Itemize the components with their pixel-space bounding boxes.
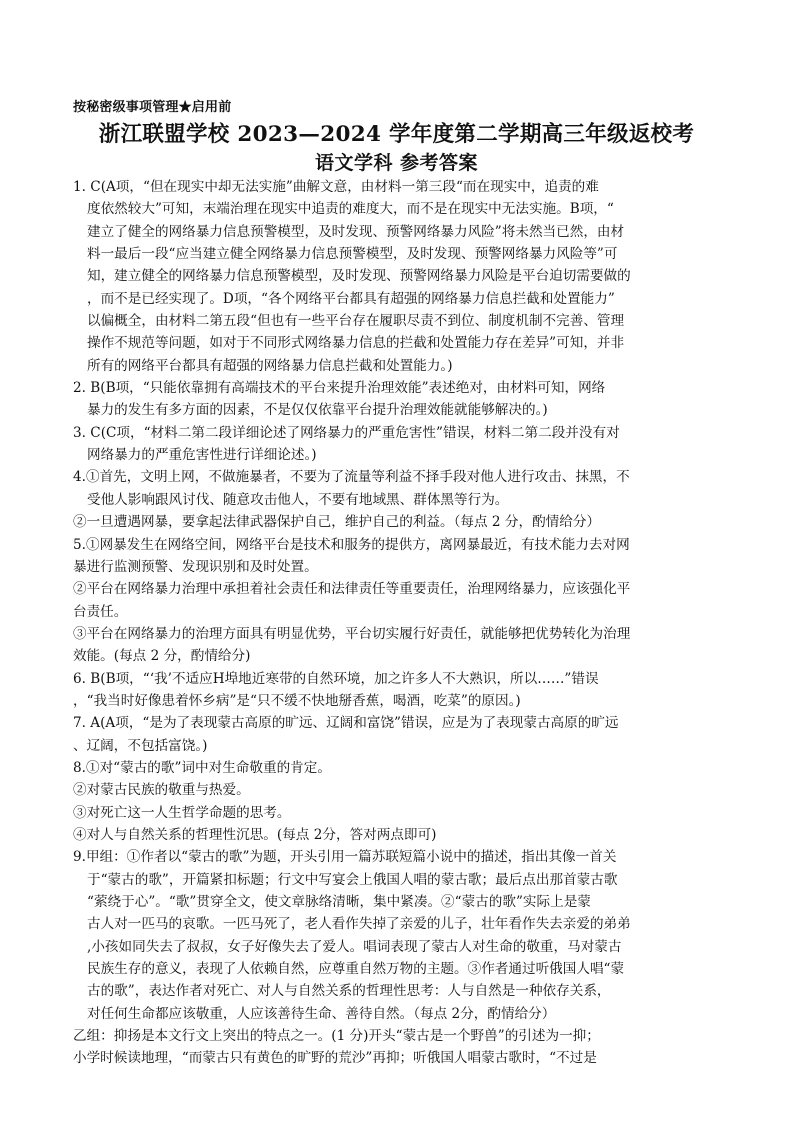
text-line: 所有的网络平台都具有超强的网络暴力信息拦截和处置能力。) bbox=[87, 357, 453, 374]
text-line: ,小孩如同失去了叔叔，女子好像失去了爱人。唱词表现了蒙古人对生命的敬重，马对蒙古 bbox=[87, 938, 622, 955]
text-line: 、辽阔，不包括富饶。) bbox=[73, 737, 208, 754]
text-line: 知，建立健全的网络暴力信息预警模型，及时发现、预警网络暴力风险是平台迫切需要做的 bbox=[87, 268, 631, 285]
text-line: 3. C(C项，“材料二第二段详细论述了网络暴力的严重危害性”错误，材料二第二段并没有对 bbox=[73, 424, 620, 441]
text-line: 操作不规范等问题，如对于不同形式网络暴力信息的拦截和处置能力存在差异”可知，并非 bbox=[87, 335, 625, 352]
text-line: 1. C(A项，“但在现实中却无法实施”曲解文意，由材料一第三段“而在现实中，追责的难 bbox=[73, 179, 599, 195]
text-line: ③对死亡这一人生哲学命题的思考。 bbox=[73, 804, 291, 821]
text-line: ③平台在网络暴力的治理方面具有明显优势，平台切实履行好责任，就能够把优势转化为治理 bbox=[73, 625, 631, 642]
text-line: ，而不是已经实现了。D项，“各个网络平台都具有超强的网络暴力信息拦截和处置能力” bbox=[87, 290, 615, 307]
answer-body bbox=[73, 176, 723, 1070]
text-line: “萦绕于心”。“歌”贯穿全文，使文章脉络清晰，集中紧凑。②“蒙古的歌”实际上是蒙 bbox=[87, 894, 591, 910]
text-line: ④对人与自然关系的哲理性沉思。(每点 2分，答对两点即可) bbox=[73, 826, 437, 843]
text-line: 对任何生命都应该敬重，人应该善待生命、善待自然。（每点 2分，酌情给分） bbox=[87, 1005, 556, 1022]
text-line: ②对蒙古民族的敬重与热爱。 bbox=[73, 782, 250, 799]
text-line: 台责任。 bbox=[73, 603, 128, 620]
text-line: ，“我当时好像患着怀乡病”是“只不缓不快地掰香蕉，喝酒，吃菜”的原因。) bbox=[73, 692, 521, 709]
text-line: 2. B(B项，“只能依靠拥有高端技术的平台来提升治理效能”表述绝对，由材料可知，网络 bbox=[73, 380, 606, 397]
text-line: 乙组：抑扬是本文行文上突出的特点之一。(1 分)开头“蒙古是一个野兽”的引述为一抑； bbox=[73, 1028, 600, 1045]
text-line: 5.①网暴发生在网络空间，网络平台是技术和服务的提供方，离网暴最近，有技术能力去对网 bbox=[73, 536, 630, 553]
text-line: 暴力的发生有多方面的因素，不是仅仅依靠平台提升治理效能就能够解决的。) bbox=[87, 402, 548, 419]
text-line: 7. A(A项，“是为了表现蒙古高原的旷远、辽阔和富饶”错误，应是为了表现蒙古高原的旷远 bbox=[73, 715, 619, 732]
text-line: 度依然较大”可知，末端治理在现实中追责的难度大，而不是在现实中无法实施。B项，“ bbox=[87, 201, 614, 218]
text-line: 于“蒙古的歌”，开篇紧扣标题；行文中写宴会上俄国人唱的蒙古歌；最后点出那首蒙古歌 bbox=[87, 871, 618, 888]
text-line: 以偏概全，由材料二第五段“但也有一些平台存在履职尽责不到位、制度机制不完善、管理 bbox=[87, 313, 625, 330]
text-line: 网络暴力的严重危害性进行详细论述。) bbox=[87, 447, 317, 464]
text-line: 4.①首先，文明上网，不做施暴者，不要为了流量等利益不择手段对他人进行攻击、抹黑，不 bbox=[73, 469, 630, 486]
text-line: 古人对一匹马的哀歌。一匹马死了，老人看作失掉了亲爱的儿子，壮年看作失去亲爱的弟弟 bbox=[87, 916, 631, 933]
text-line: 民族生存的意义，表现了人依赖自然，应尊重自然万物的主题。③作者通过听俄国人唱“蒙 bbox=[87, 961, 625, 978]
text-line: 建立了健全的网络暴力信息预警模型，及时发现、预警网络暴力风险”将未然当已然，由材 bbox=[87, 223, 625, 240]
secret-mark: 按秘密级事项管理★启用前 bbox=[73, 100, 232, 115]
text-line: 9.甲组：①作者以“蒙古的歌”为题，开头引用一篇苏联短篇小说中的描述，指出其像一首关 bbox=[73, 849, 617, 866]
text-line: 古的歌”，表达作者对死亡、对人与自然关系的哲理性思考：人与自然是一种依存关系， bbox=[87, 983, 611, 1000]
text-line: 效能。(每点 2 分，酌情给分) bbox=[73, 648, 251, 665]
text-line: 料一最后一段“应当建立健全网络暴力信息预警模型，及时发现、预警网络暴力风险等”可 bbox=[87, 246, 618, 263]
text-line: ②平台在网络暴力治理中承担着社会责任和法律责任等重要责任，治理网络暴力，应该强化平 bbox=[73, 581, 631, 598]
text-line: 暴进行监测预警、发现识别和及时处置。 bbox=[73, 558, 318, 575]
text-line: 8.①对“蒙古的歌”词中对生命敬重的肯定。 bbox=[73, 759, 331, 776]
page-subtitle: 语文学科 参考答案 bbox=[314, 152, 479, 174]
page-title: 浙江联盟学校 2023—2024 学年度第二学期高三年级返校考 bbox=[98, 122, 695, 147]
text-line: 6. B(B项，“‘我’不适应H埠地近寒带的自然环境，加之许多人不大熟识，所以……”错误 bbox=[73, 670, 599, 687]
text-line: 小学时候读地理，“而蒙古只有黄色的旷野的荒沙”再抑；听俄国人唱蒙古歌时，“不过是 bbox=[73, 1050, 597, 1067]
text-line: ②一旦遭遇网暴，要拿起法律武器保护自己，维护自己的利益。（每点 2 分，酌情给分） bbox=[73, 514, 601, 531]
text-line: 受他人影响跟风讨伐、随意攻击他人，不要有地域黑、群体黑等行为。 bbox=[87, 491, 509, 508]
